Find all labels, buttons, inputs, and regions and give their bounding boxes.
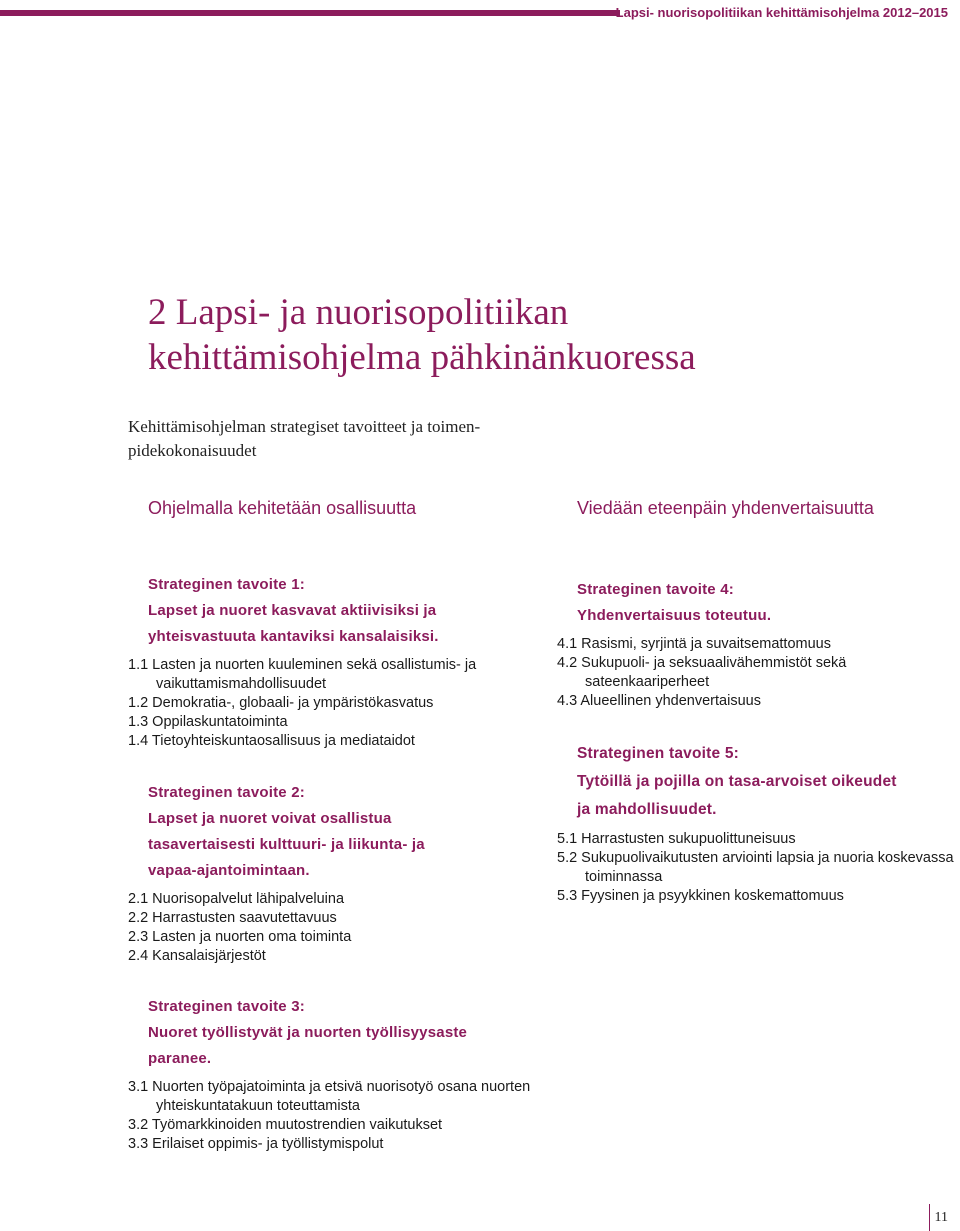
goal-heading — [577, 577, 947, 629]
measure-item: 5.3 Fyysinen ja psyykkinen koskemattomuus — [557, 888, 844, 904]
goal-text-line: yhteisvastuuta kantaviksi kansalaisiksi. — [148, 628, 439, 645]
measure-item: 2.3 Lasten ja nuorten oma toiminta — [128, 929, 352, 945]
strategic-goal-4 — [557, 577, 947, 711]
goal-measures — [557, 830, 957, 906]
goal-label: Strateginen tavoite 3: — [148, 998, 305, 1015]
goal-measures — [128, 1078, 568, 1154]
strategic-goal-5 — [557, 740, 957, 906]
page-subtitle — [128, 415, 548, 463]
measure-item: 3.3 Erilaiset oppimis- ja työllistymispolut — [128, 1136, 384, 1152]
measure-item: 4.3 Alueellinen yhdenvertaisuus — [557, 693, 761, 709]
goal-heading — [148, 572, 538, 650]
measure-item: 3.1 Nuorten työpajatoiminta ja etsivä nuorisotyö osana nuorten yhteiskuntatakuun toteuttamista — [128, 1079, 531, 1114]
goal-label: Strateginen tavoite 1: — [148, 576, 305, 593]
goal-text-line: tasavertaisesti kulttuuri- ja liikunta- ja — [148, 836, 425, 853]
page-subtitle-line-1: Kehittämisohjelman strategiset tavoitteet ja toimen- — [128, 417, 481, 436]
column-heading-participation: Ohjelmalla kehitetään osallisuutta — [148, 498, 417, 518]
goal-text-line: paranee. — [148, 1050, 212, 1067]
goal-text-line: Lapset ja nuoret kasvavat aktiivisiksi ja — [148, 602, 437, 619]
strategic-goal-3 — [128, 994, 568, 1154]
goal-measures — [128, 890, 538, 966]
measure-item: 5.2 Sukupuolivaikutusten arviointi lapsia ja nuoria koskevassa toiminnassa — [557, 850, 954, 885]
measure-item: 1.1 Lasten ja nuorten kuuleminen sekä osallistumis- ja vaikuttamismahdollisuudet — [128, 657, 477, 692]
page-title-line-2: kehittämisohjelma pähkinänkuoressa — [148, 337, 696, 378]
measure-item: 4.1 Rasismi, syrjintä ja suvaitsemattomuus — [557, 636, 831, 652]
goal-label: Strateginen tavoite 2: — [148, 784, 305, 801]
goal-label: Strateginen tavoite 5: — [577, 745, 740, 762]
strategic-goal-1 — [128, 572, 538, 751]
goal-measures — [557, 635, 947, 711]
goal-label: Strateginen tavoite 4: — [577, 581, 734, 598]
goal-text-line: vapaa-ajantoimintaan. — [148, 862, 310, 879]
running-head: Lapsi- nuorisopolitiikan kehittämisohjelma 2012–2015 — [615, 5, 948, 20]
measure-item: 3.2 Työmarkkinoiden muutostrendien vaikutukset — [128, 1117, 443, 1133]
column-heading-equality: Viedään eteenpäin yhdenvertaisuutta — [577, 498, 874, 518]
goal-text-line: Lapset ja nuoret voivat osallistua — [148, 810, 392, 827]
measure-item: 1.2 Demokratia-, globaali- ja ympäristökasvatus — [128, 695, 434, 711]
goal-heading — [148, 994, 568, 1072]
page-title-line-1: 2 Lapsi- ja nuorisopolitiikan — [148, 292, 569, 333]
goal-heading — [148, 780, 538, 884]
page-number: 11 — [934, 1210, 948, 1225]
measure-item: 2.2 Harrastusten saavutettavuus — [128, 910, 337, 926]
goal-text-line: ja mahdollisuudet. — [577, 801, 717, 818]
page-title — [148, 290, 848, 380]
goal-text-line: Nuoret työllistyvät ja nuorten työllisyysaste — [148, 1024, 468, 1041]
header-rule — [0, 10, 620, 16]
measure-item: 4.2 Sukupuoli- ja seksuaalivähemmistöt sekä sateenkaariperheet — [557, 655, 847, 690]
page-subtitle-line-2: pidekokonaisuudet — [128, 441, 257, 460]
page-number-rule — [929, 1204, 930, 1231]
strategic-goal-2 — [128, 780, 538, 966]
measure-item: 5.1 Harrastusten sukupuolittuneisuus — [557, 831, 796, 847]
goal-heading — [577, 740, 957, 824]
goal-measures — [128, 656, 538, 751]
measure-item: 1.3 Oppilaskuntatoiminta — [128, 714, 288, 730]
measure-item: 2.1 Nuorisopalvelut lähipalveluina — [128, 891, 345, 907]
measure-item: 2.4 Kansalaisjärjestöt — [128, 948, 266, 964]
goal-text-line: Yhdenvertaisuus toteutuu. — [577, 607, 772, 624]
measure-item: 1.4 Tietoyhteiskuntaosallisuus ja mediataidot — [128, 733, 415, 749]
goal-text-line: Tytöillä ja pojilla on tasa-arvoiset oikeudet — [577, 773, 897, 790]
